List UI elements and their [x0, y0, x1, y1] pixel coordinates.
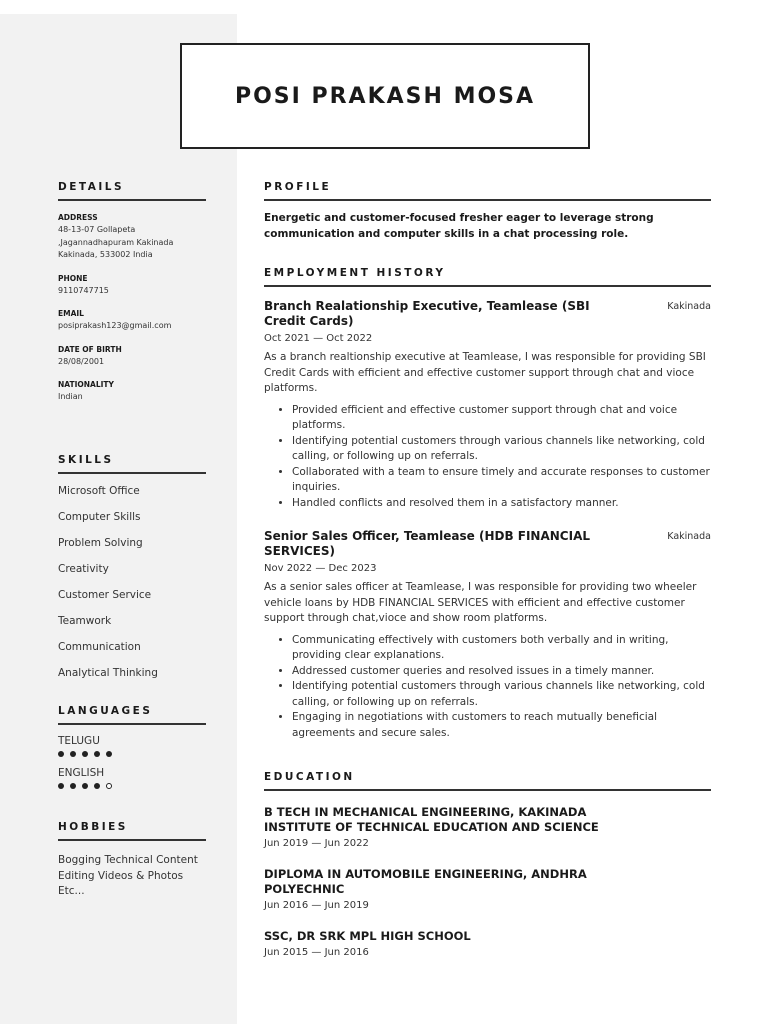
nationality-value: Indian: [58, 392, 83, 401]
education-title: DIPLOMA IN AUTOMOBILE ENGINEERING, ANDHRA POLYECHNIC: [264, 867, 587, 896]
education-dates: Jun 2019 — Jun 2022: [264, 838, 369, 849]
education-title: B TECH IN MECHANICAL ENGINEERING, KAKINADA INSTITUTE OF TECHNICAL EDUCATION AND SCIENCE: [264, 805, 599, 834]
language-rating: [58, 751, 206, 757]
job-entry: [264, 299, 711, 511]
skill-item: Teamwork: [58, 615, 112, 627]
job-bullet: • Communicating effectively with customers both verbally and in writing, providing clear explanations.: [292, 633, 711, 664]
education-entry: [264, 867, 711, 911]
hobby-text: Editing Videos & Photos Etc...: [58, 869, 184, 897]
education-entry: [264, 805, 711, 849]
email-value: posiprakash123@gmail.com: [58, 321, 172, 330]
job-description: As a branch realtionship executive at Teamlease, I was responsible for providing SBI Credit Cards with efficient and effective customer support through chat and vioce platforms.: [264, 351, 706, 394]
rating-dot-empty: [106, 783, 112, 789]
job-dates: Nov 2022 — Dec 2023: [264, 563, 377, 574]
languages-section: [58, 705, 206, 789]
phone-value: 9110747715: [58, 285, 109, 295]
job-bullet: • Handled conflicts and resolved them in a satisfactory manner.: [292, 496, 711, 512]
job-dates: Oct 2021 — Oct 2022: [264, 333, 373, 344]
skill-item: Microsoft Office: [58, 485, 140, 497]
job-location: Kakinada: [667, 531, 711, 542]
job-bullets: [264, 633, 711, 742]
language-name: ENGLISH: [58, 767, 105, 779]
education-dates: Jun 2016 — Jun 2019: [264, 900, 369, 911]
job-bullet: • Addressed customer queries and resolved issues in a timely manner.: [292, 664, 711, 680]
skill-item: Customer Service: [58, 589, 152, 601]
language-rating: [58, 783, 206, 789]
candidate-name: POSI PRAKASH MOSA: [234, 83, 536, 109]
rating-dot-filled: [70, 751, 76, 757]
rating-dot-filled: [70, 783, 76, 789]
profile-summary: Energetic and customer-focused fresher eager to leverage strong communication and computer skills in a chat processing role.: [264, 212, 654, 240]
profile-heading: PROFILE: [264, 181, 711, 201]
education-heading: EDUCATION: [264, 771, 711, 791]
job-location: Kakinada: [667, 301, 711, 312]
dob-value: 28/08/2001: [58, 356, 105, 366]
name-header-box: [180, 43, 590, 149]
email-label: EMAIL: [58, 309, 84, 318]
job-bullet: • Identifying potential customers through various channels like networking, cold calling, or following up on referrals.: [292, 679, 711, 710]
rating-dot-filled: [94, 751, 100, 757]
employment-section: [264, 267, 711, 741]
job-bullet: • Collaborated with a team to ensure timely and accurate responses to customer inquiries.: [292, 465, 711, 496]
nationality-label: NATIONALITY: [58, 380, 114, 389]
job-title: Branch Realationship Executive, Teamlease (SBI Credit Cards): [264, 299, 590, 328]
languages-heading: LANGUAGES: [58, 705, 206, 725]
job-entry: [264, 529, 711, 741]
education-dates: Jun 2015 — Jun 2016: [264, 947, 369, 958]
education-entry: [264, 929, 711, 958]
education-section: [264, 771, 711, 958]
job-bullets: [264, 403, 711, 512]
skill-item: Communication: [58, 641, 141, 653]
hobby-text: Bogging Technical Content: [58, 854, 198, 866]
education-title: SSC, DR SRK MPL HIGH SCHOOL: [264, 929, 471, 943]
job-description: As a senior sales officer at Teamlease, I was responsible for providing two wheeler vehicle loans by HDB FINANCIAL SERVICES with efficient and effective customer support through chat,vioce and show room platforms.: [264, 581, 697, 624]
job-bullet: • Provided efficient and effective customer support through chat and voice platforms.: [292, 403, 711, 434]
skill-item: Creativity: [58, 563, 109, 575]
address-label: ADDRESS: [58, 213, 98, 222]
skill-item: Computer Skills: [58, 511, 141, 523]
skills-heading: SKILLS: [58, 454, 206, 474]
phone-label: PHONE: [58, 273, 88, 283]
dob-label: DATE OF BIRTH: [58, 344, 122, 354]
hobbies-section: [58, 821, 206, 900]
rating-dot-filled: [94, 783, 100, 789]
skill-item: Problem Solving: [58, 537, 143, 549]
rating-dot-filled: [82, 751, 88, 757]
address-value: 48-13-07 Gollapeta ,Jagannadhapuram Kakinada Kakinada, 533002 India: [58, 225, 174, 259]
rating-dot-filled: [82, 783, 88, 789]
skill-item: Analytical Thinking: [58, 667, 158, 679]
employment-heading: EMPLOYMENT HISTORY: [264, 267, 711, 287]
job-title: Senior Sales Officer, Teamlease (HDB FINANCIAL SERVICES): [264, 529, 591, 558]
rating-dot-filled: [106, 751, 112, 757]
rating-dot-filled: [58, 783, 64, 789]
job-bullet: • Engaging in negotiations with customers to reach mutually beneficial agreements and secure sales.: [292, 710, 711, 741]
details-heading: DETAILS: [58, 181, 206, 201]
language-name: TELUGU: [58, 735, 100, 747]
job-bullet: • Identifying potential customers through various channels like networking, cold calling, or following up on referrals.: [292, 434, 711, 465]
profile-section: [264, 181, 711, 242]
rating-dot-filled: [58, 751, 64, 757]
skills-section: [58, 454, 206, 686]
hobbies-heading: HOBBIES: [58, 821, 206, 841]
details-section: [58, 181, 206, 404]
